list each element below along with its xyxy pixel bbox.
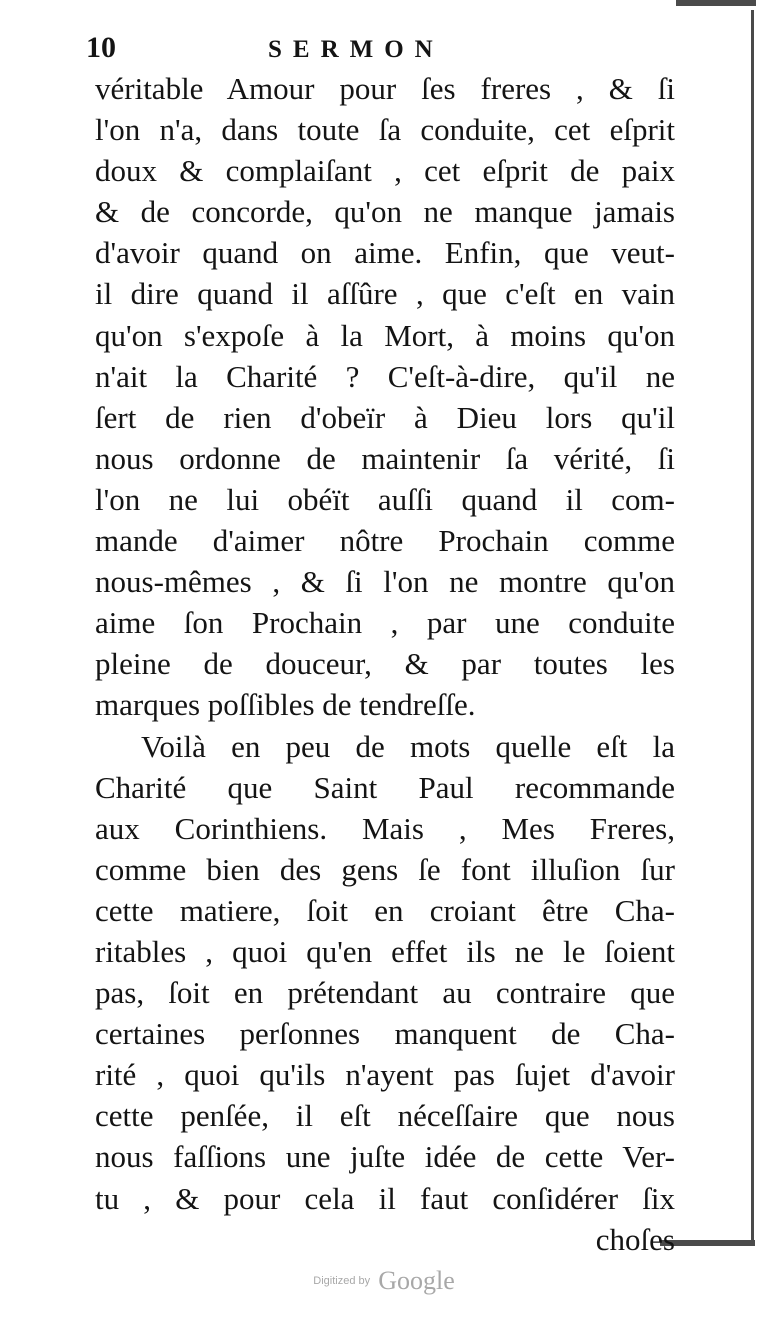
google-logo: Google: [378, 1266, 455, 1295]
text-line: aime ſon Prochain , par une conduite: [95, 605, 675, 641]
text-line: comme bien des gens ſe font illuſion ſur: [95, 851, 675, 887]
digitization-watermark: [0, 1266, 768, 1296]
text-line: qu'on s'expoſe à la Mort, à moins qu'on: [95, 317, 675, 353]
text-line: tu , & pour cela il faut conſidérer ſix: [95, 1180, 675, 1216]
running-head: SERMON: [268, 36, 444, 63]
text-line: l'on ne lui obéït auſſi quand il com-: [95, 481, 675, 517]
page-header: [86, 28, 686, 68]
scan-edge-right: [751, 10, 754, 1240]
text-line: doux & complaiſant , cet eſprit de paix: [95, 153, 675, 189]
text-line: cette penſée, il eſt néceſſaire que nous: [95, 1098, 675, 1134]
scan-edge-top: [676, 0, 756, 6]
text-line: n'ait la Charité ? C'eſt-à-dire, qu'il ne: [95, 358, 675, 394]
text-line: nous faſſions une juſte idée de cette Ver-: [95, 1139, 675, 1175]
text-line: marques poſſibles de tendreſſe.: [95, 687, 476, 723]
text-line: l'on n'a, dans toute ſa conduite, cet eſprit: [95, 112, 675, 148]
text-line: nous-mêmes , & ſi l'on ne montre qu'on: [95, 564, 675, 600]
page-number: 10: [86, 31, 116, 64]
text-line: nous ordonne de maintenir ſa vérité, ſi: [95, 440, 675, 476]
text-line: certaines perſonnes manquent de Cha-: [95, 1016, 675, 1052]
text-line: ſert de rien d'obeïr à Dieu lors qu'il: [95, 399, 675, 435]
text-line: & de concorde, qu'on ne manque jamais: [95, 194, 675, 230]
text-line: Voilà en peu de mots quelle eſt la: [141, 728, 675, 764]
text-line: cette matiere, ſoit en croiant être Cha-: [95, 892, 675, 928]
text-line: mande d'aimer nôtre Prochain comme: [95, 523, 675, 559]
text-line: il dire quand il aſſûre , que c'eſt en vain: [95, 276, 675, 312]
watermark-caption: Digitized by: [313, 1275, 371, 1287]
body-text: [95, 68, 675, 1260]
text-line: véritable Amour pour ſes freres , & ſi: [95, 71, 675, 106]
text-line: pas, ſoit en prétendant au contraire que: [95, 975, 675, 1011]
text-line: ritables , quoi qu'en effet ils ne le ſoient: [95, 933, 675, 969]
catchword: choſes: [595, 1221, 675, 1257]
text-line: rité , quoi qu'ils n'ayent pas ſujet d'avoir: [95, 1057, 675, 1093]
text-line: pleine de douceur, & par toutes les: [95, 646, 675, 682]
text-line: Charité que Saint Paul recommande: [95, 769, 675, 805]
text-line: aux Corinthiens. Mais , Mes Freres,: [95, 810, 675, 846]
text-line: d'avoir quand on aime. Enfin, que veut-: [95, 235, 675, 271]
